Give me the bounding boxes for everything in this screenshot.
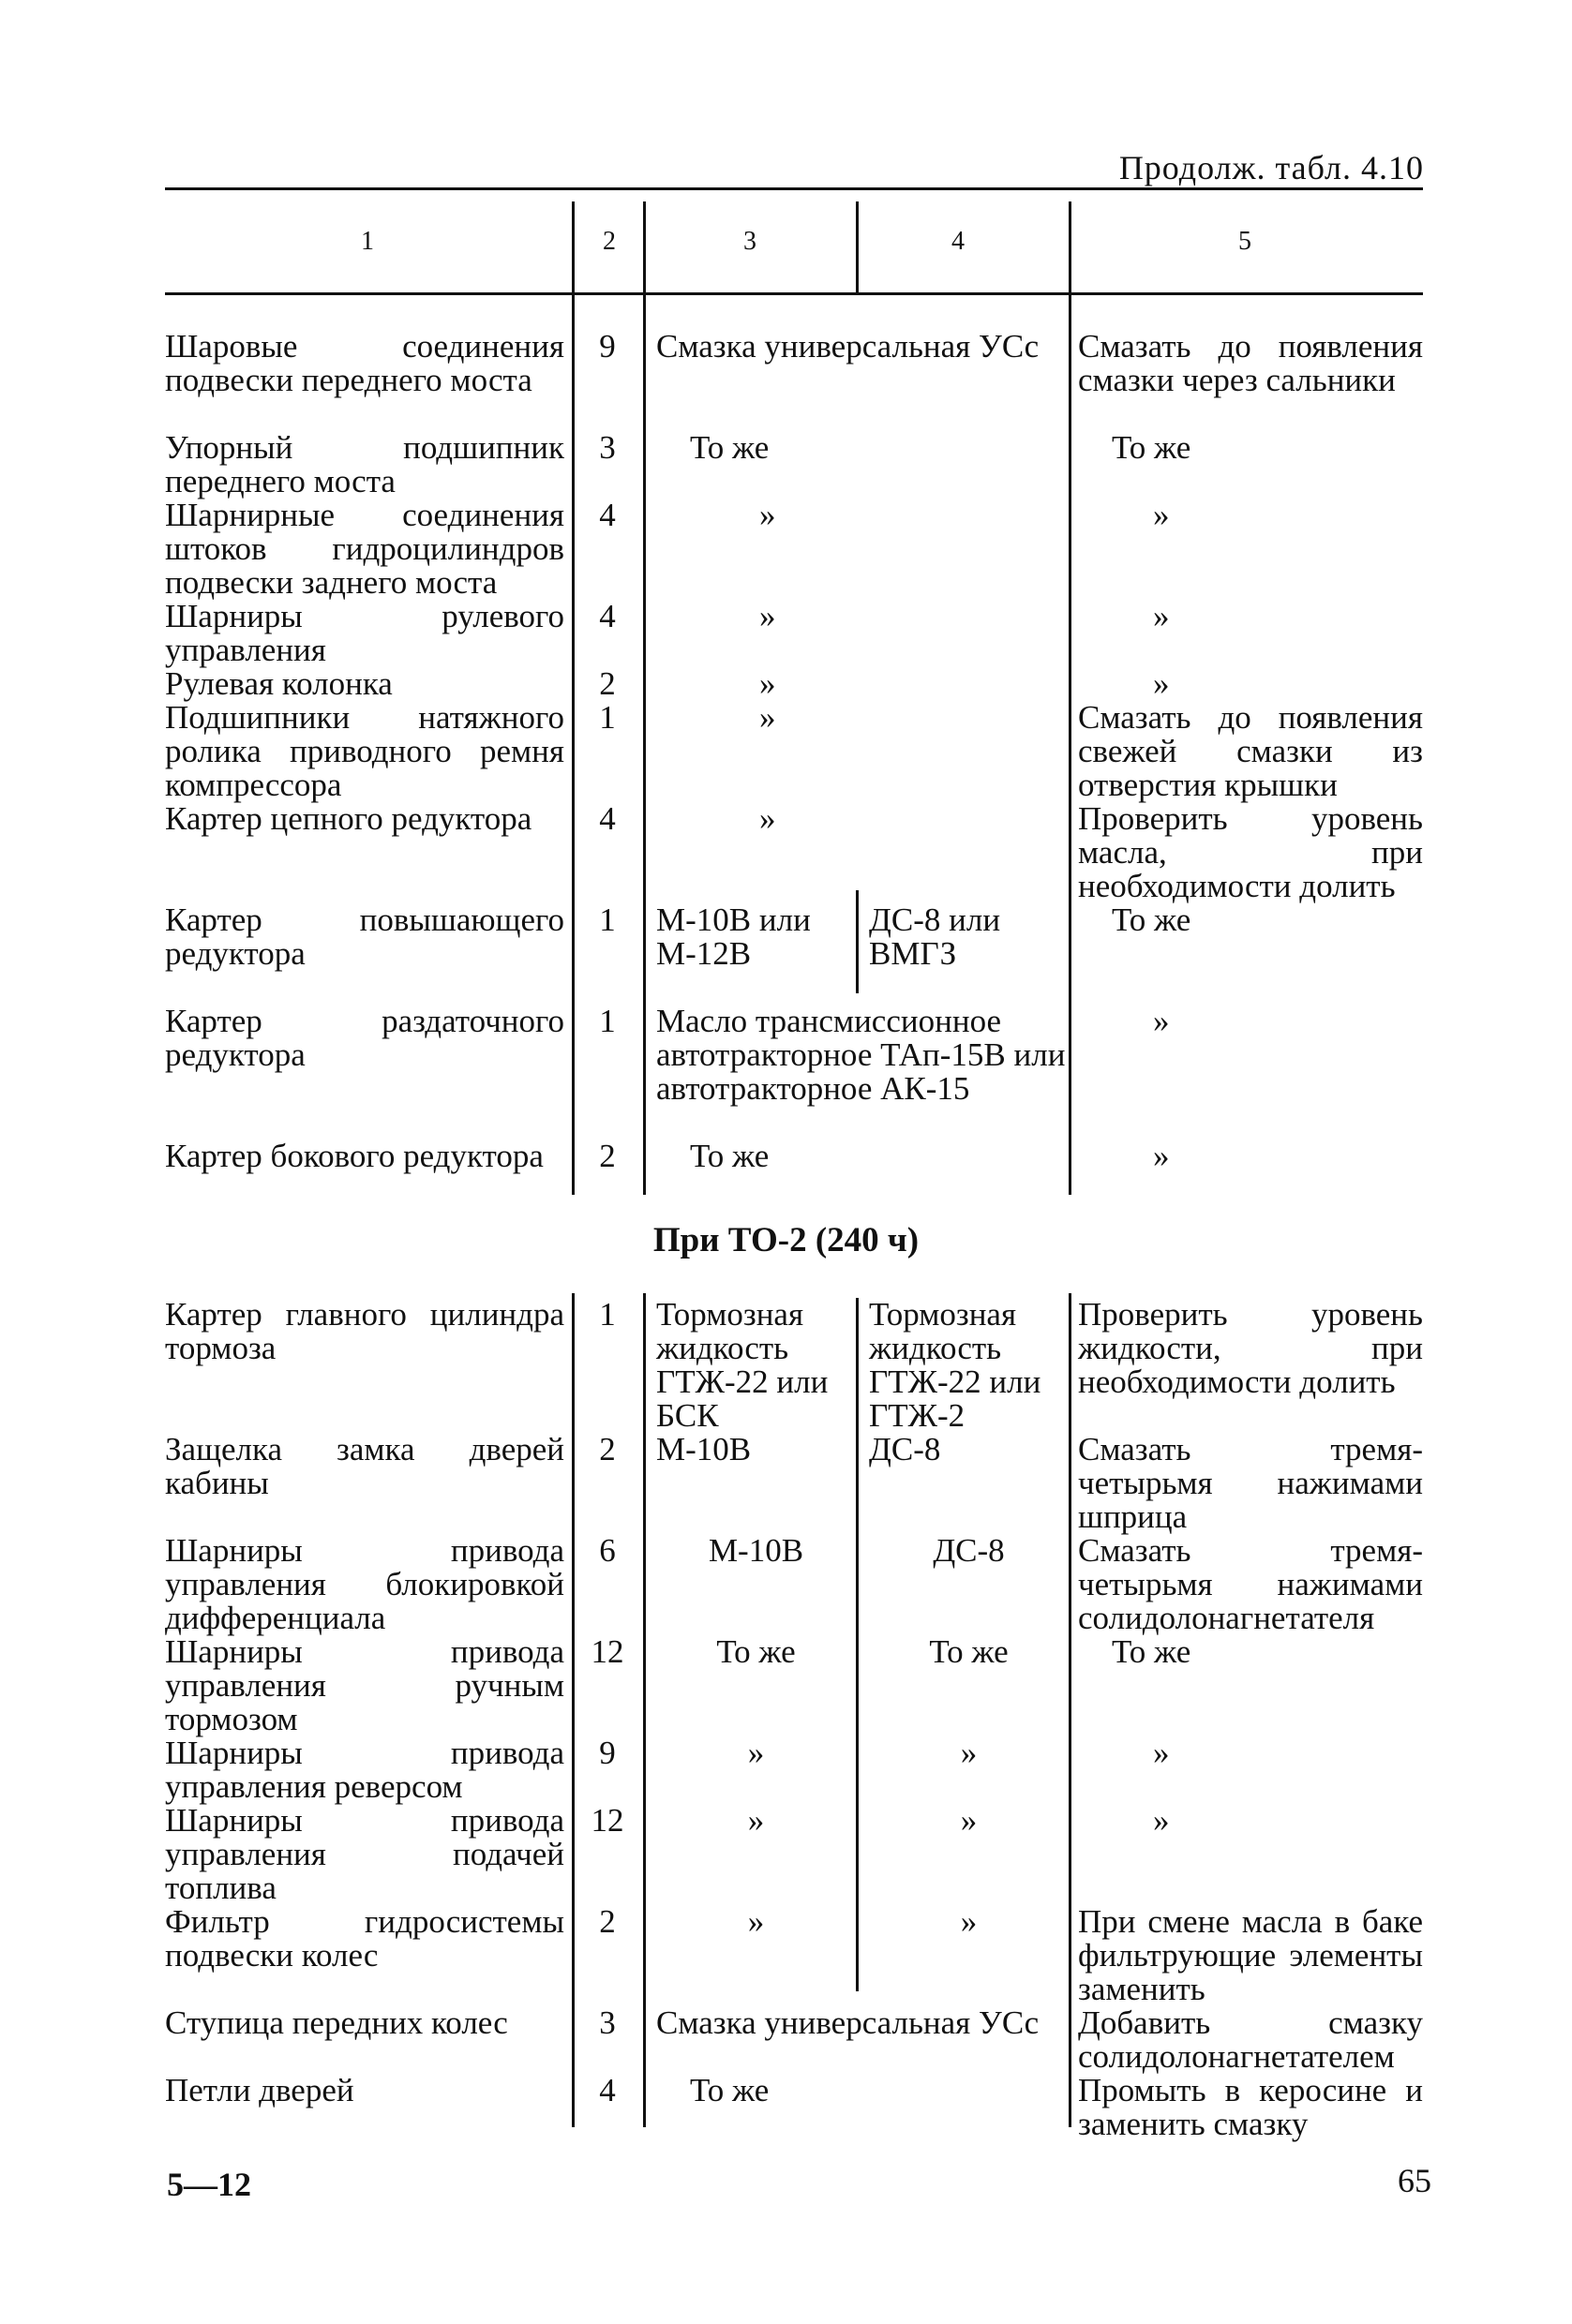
lubricant-summer: То же xyxy=(716,1633,796,1670)
table-row xyxy=(165,1433,1423,1534)
maintenance-instruction: То же xyxy=(1112,1633,1191,1670)
point-count: 1 xyxy=(599,1296,616,1333)
table-row xyxy=(165,2074,1423,2141)
column-number-1: 1 xyxy=(361,227,374,256)
table-row xyxy=(165,2006,1423,2074)
lubricant-summer: » xyxy=(747,1903,765,1940)
maintenance-instruction: То же xyxy=(1112,429,1191,466)
table-row xyxy=(165,1298,1423,1433)
lubrication-point: Картер цепного редуктора xyxy=(165,800,532,837)
signature-mark: 5—12 xyxy=(167,2166,251,2203)
maintenance-instruction: » xyxy=(1153,1802,1170,1839)
point-count: 3 xyxy=(599,2004,616,2041)
lubrication-point: Картер бокового редуктора xyxy=(165,1138,544,1174)
point-count: 4 xyxy=(599,2072,616,2108)
column-number-3: 3 xyxy=(743,227,756,256)
table-row xyxy=(165,499,1423,600)
lubricant-all-season: » xyxy=(759,699,776,736)
table-row xyxy=(165,431,1423,499)
point-count: 9 xyxy=(599,328,616,365)
table-row xyxy=(165,903,1423,1005)
lubrication-point: Шарниры привода управления реверсом xyxy=(165,1735,564,1805)
column-divider xyxy=(856,201,859,295)
lubricant-all-season: Смазка универсальная УСс xyxy=(656,2004,1040,2041)
lubricant-summer: » xyxy=(747,1735,765,1771)
point-count: 6 xyxy=(599,1532,616,1569)
lubrication-point: Петли дверей xyxy=(165,2072,354,2108)
maintenance-instruction: Смазать тремя-четырьмя нажимами шприца xyxy=(1078,1431,1423,1535)
lubrication-table-part-a xyxy=(165,330,1423,1207)
lubricant-all-season: То же xyxy=(690,1138,770,1174)
lubrication-point: Подшипники натяжного ролика приводного ремня компрессора xyxy=(165,699,564,803)
lubricant-summer: М-10В xyxy=(708,1532,804,1569)
lubricant-winter: » xyxy=(960,1802,978,1839)
lubricant-all-season: » xyxy=(759,497,776,533)
point-count: 3 xyxy=(599,429,616,466)
lubrication-point: Упорный подшипник переднего моста xyxy=(165,429,564,499)
point-count: 12 xyxy=(591,1633,624,1670)
section-title: При ТО-2 (240 ч) xyxy=(652,1221,920,1259)
maintenance-instruction: Смазать тремя-четырьмя нажимами солидолонагнетателя xyxy=(1078,1532,1423,1636)
lubrication-point: Ступица передних колес xyxy=(165,2004,508,2041)
lubricant-all-season: То же xyxy=(690,2072,770,2108)
maintenance-instruction: То же xyxy=(1112,901,1191,938)
lubricant-winter: ДС-8 или ВМГЗ xyxy=(869,901,1001,972)
lubrication-point: Шарниры рулевого управления xyxy=(165,598,564,668)
lubricant-all-season: Смазка универсальная УСс xyxy=(656,328,1040,365)
table-row xyxy=(165,1635,1423,1736)
point-count: 4 xyxy=(599,598,616,634)
lubricant-summer: » xyxy=(747,1802,765,1839)
maintenance-instruction: » xyxy=(1153,1003,1170,1039)
table-row xyxy=(165,600,1423,667)
point-count: 2 xyxy=(599,1903,616,1940)
lubrication-table-part-b xyxy=(165,1298,1423,2141)
lubrication-point: Шаровые соединения подвески переднего моста xyxy=(165,328,564,398)
lubrication-point: Защелка замка дверей кабины xyxy=(165,1431,564,1501)
maintenance-instruction: Проверить уровень масла, при необходимости долить xyxy=(1078,800,1423,904)
point-count: 1 xyxy=(599,1003,616,1039)
point-count: 4 xyxy=(599,800,616,837)
column-number-2: 2 xyxy=(603,227,616,256)
lubrication-point: Рулевая колонка xyxy=(165,665,393,702)
lubricant-winter: То же xyxy=(929,1633,1009,1670)
lubrication-point: Шарнирные соединения штоков гидроцилиндров подвески заднего моста xyxy=(165,497,564,601)
lubricant-all-season: Масло трансмиссионное автотракторное ТАп-15В или автотракторное АК-15 xyxy=(656,1003,1066,1107)
maintenance-instruction: » xyxy=(1153,1735,1170,1771)
table-row xyxy=(165,701,1423,802)
point-count: 4 xyxy=(599,497,616,533)
point-count: 1 xyxy=(599,901,616,938)
point-count: 2 xyxy=(599,1138,616,1174)
point-count: 9 xyxy=(599,1735,616,1771)
lubricant-winter: » xyxy=(960,1903,978,1940)
column-number-4: 4 xyxy=(951,227,965,256)
lubricant-winter: ДС-8 xyxy=(933,1532,1005,1569)
point-count: 2 xyxy=(599,665,616,702)
table-row xyxy=(165,1905,1423,2006)
lubricant-summer: Тормозная жидкость ГТЖ-22 или БСК xyxy=(656,1296,829,1434)
lubricant-all-season: » xyxy=(759,598,776,634)
maintenance-instruction: » xyxy=(1153,598,1170,634)
table-row xyxy=(165,1534,1423,1635)
lubricant-all-season: » xyxy=(759,665,776,702)
table-row xyxy=(165,330,1423,431)
lubricant-winter: Тормозная жидкость ГТЖ-22 или ГТЖ-2 xyxy=(869,1296,1041,1434)
page-number: 65 xyxy=(1398,2162,1431,2199)
maintenance-instruction: Промыть в керосине и заменить смазку xyxy=(1078,2072,1423,2142)
lubrication-point: Шарниры привода управления блокировкой дифференциала xyxy=(165,1532,564,1636)
table-row xyxy=(165,667,1423,701)
point-count: 12 xyxy=(591,1802,624,1839)
point-count: 2 xyxy=(599,1431,616,1467)
maintenance-instruction: При смене масла в баке фильтрующие элементы заменить xyxy=(1078,1903,1423,2007)
maintenance-instruction: » xyxy=(1153,1138,1170,1174)
table-row xyxy=(165,1005,1423,1140)
column-number-5: 5 xyxy=(1238,227,1251,256)
maintenance-instruction: » xyxy=(1153,665,1170,702)
lubrication-point: Шарниры привода управления ручным тормозом xyxy=(165,1633,564,1737)
maintenance-instruction: Смазать до появления смазки через сальники xyxy=(1078,328,1423,398)
table-row xyxy=(165,1736,1423,1804)
lubricant-summer: М-10В xyxy=(656,1431,752,1467)
lubrication-point: Картер раздаточного редуктора xyxy=(165,1003,564,1073)
lubricant-winter: ДС-8 xyxy=(869,1431,941,1467)
lubricant-all-season: То же xyxy=(690,429,770,466)
header-bottom-rule xyxy=(165,292,1423,295)
table-row xyxy=(165,1804,1423,1905)
table-row xyxy=(165,802,1423,903)
lubrication-point: Шарниры привода управления подачей топлива xyxy=(165,1802,564,1906)
table-continuation-header: Продолж. табл. 4.10 xyxy=(1118,149,1424,186)
maintenance-instruction: Проверить уровень жидкости, при необходимости долить xyxy=(1078,1296,1423,1400)
lubricant-summer: М-10В или М-12В xyxy=(656,901,811,972)
lubricant-all-season: » xyxy=(759,800,776,837)
table-row xyxy=(165,1140,1423,1207)
header-top-rule xyxy=(165,187,1423,190)
lubrication-point: Фильтр гидросистемы подвески колес xyxy=(165,1903,564,1974)
point-count: 1 xyxy=(599,699,616,736)
lubrication-point: Картер повышающего редуктора xyxy=(165,901,564,972)
lubricant-winter: » xyxy=(960,1735,978,1771)
maintenance-instruction: » xyxy=(1153,497,1170,533)
maintenance-instruction: Добавить смазку солидолонагнетателем xyxy=(1078,2004,1423,2075)
maintenance-instruction: Смазать до появления свежей смазки из отверстия крышки xyxy=(1078,699,1423,803)
lubrication-point: Картер главного цилиндра тормоза xyxy=(165,1296,564,1366)
